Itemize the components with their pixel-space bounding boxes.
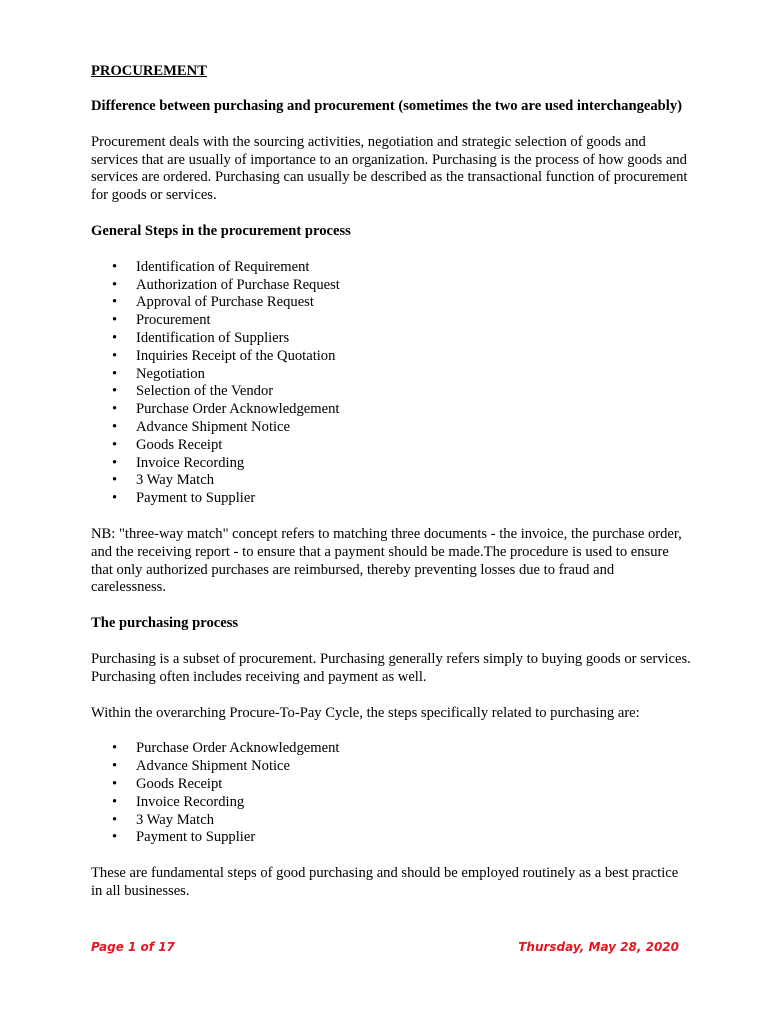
bullet-icon: • xyxy=(112,276,118,293)
section-heading-purchasing: The purchasing process xyxy=(91,615,239,632)
list-item xyxy=(91,758,691,776)
bullet-icon: • xyxy=(112,383,118,400)
list-item-text: Invoice Recording xyxy=(136,793,245,810)
bullet-icon: • xyxy=(112,472,118,489)
list-item xyxy=(91,829,691,847)
list-item-text: Goods Receipt xyxy=(136,436,223,453)
page-footer xyxy=(91,940,679,958)
list-item-text: Purchase Order Acknowledgement xyxy=(136,401,340,418)
bullet-icon: • xyxy=(112,775,118,792)
document-body xyxy=(91,63,691,919)
list-item-text: Identification of Suppliers xyxy=(136,329,290,346)
bullet-icon: • xyxy=(112,436,118,453)
list-item-text: Negotiation xyxy=(136,365,205,382)
list-item xyxy=(91,455,691,473)
bullet-icon: • xyxy=(112,258,118,275)
list-item-text: Procurement xyxy=(136,312,211,329)
bullet-icon: • xyxy=(112,365,118,382)
list-item-text: Advance Shipment Notice xyxy=(136,418,291,435)
bullet-icon: • xyxy=(112,312,118,329)
section-heading-difference: Difference between purchasing and procurement (sometimes the two are used interchangeably) xyxy=(91,98,682,114)
list-item xyxy=(91,383,691,401)
list-item-text: Identification of Requirement xyxy=(136,258,310,275)
list-item xyxy=(91,740,691,758)
list-item-text: Goods Receipt xyxy=(136,775,223,792)
list-item-text: 3 Way Match xyxy=(136,472,214,489)
list-item-text: 3 Way Match xyxy=(136,811,214,828)
footer-date: Thursday, May 28, 2020 xyxy=(518,940,679,954)
list-item-text: Invoice Recording xyxy=(136,454,245,471)
paragraph-procure-to-pay: Within the overarching Procure-To-Pay Cycle, the steps specifically related to purchasing are: xyxy=(91,704,640,721)
list-item xyxy=(91,348,691,366)
list-item xyxy=(91,776,691,794)
list-item-text: Advance Shipment Notice xyxy=(136,758,291,775)
paragraph-purchasing-subset: Purchasing is a subset of procurement. Purchasing generally refers simply to buying goods or services. Purchasing often includes receiving and payment as well. xyxy=(91,650,691,685)
bullet-icon: • xyxy=(112,401,118,418)
list-item xyxy=(91,401,691,419)
section-heading-general-steps: General Steps in the procurement process xyxy=(91,222,351,239)
list-item-text: Inquiries Receipt of the Quotation xyxy=(136,347,336,364)
bullet-icon: • xyxy=(112,758,118,775)
list-item xyxy=(91,277,691,295)
list-item xyxy=(91,366,691,384)
list-item xyxy=(91,419,691,437)
list-item xyxy=(91,437,691,455)
bullet-icon: • xyxy=(112,793,118,810)
bullet-icon: • xyxy=(112,329,118,346)
list-item-text: Purchase Order Acknowledgement xyxy=(136,740,340,757)
bullet-icon: • xyxy=(112,347,118,364)
list-item xyxy=(91,490,691,508)
bullet-icon: • xyxy=(112,294,118,311)
page-number: Page 1 of 17 xyxy=(91,940,175,954)
list-item xyxy=(91,330,691,348)
bullet-icon: • xyxy=(112,740,118,757)
list-item xyxy=(91,812,691,830)
list-item-text: Approval of Purchase Request xyxy=(136,294,314,311)
list-item xyxy=(91,472,691,490)
document-title: PROCUREMENT xyxy=(91,63,207,79)
list-item-text: Payment to Supplier xyxy=(136,490,256,507)
bullet-icon: • xyxy=(112,811,118,828)
list-item xyxy=(91,294,691,312)
purchasing-steps-list xyxy=(91,740,691,847)
bullet-icon: • xyxy=(112,490,118,507)
closing-paragraph: These are fundamental steps of good purchasing and should be employed routinely as a best practice in all businesses. xyxy=(91,865,679,899)
bullet-icon: • xyxy=(112,454,118,471)
paragraph-difference: Procurement deals with the sourcing activities, negotiation and strategic selection of goods and services that are usually of importance to an organization. Purchasing is the process of how goods and services are ordered. Purchasing can usually be described as the transactional function of procurement for goods or services. xyxy=(91,133,688,204)
list-item xyxy=(91,312,691,330)
bullet-icon: • xyxy=(112,829,118,846)
procurement-steps-list xyxy=(91,259,691,508)
list-item-text: Selection of the Vendor xyxy=(136,383,274,400)
three-way-match-note: NB: "three-way match" concept refers to matching three documents - the invoice, the purchase order, and the receiving report - to ensure that a payment should be made.The procedure is used to ensure that only authorized purchases are reimbursed, thereby preventing losses due to fraud and carelessness. xyxy=(91,525,682,596)
list-item-text: Authorization of Purchase Request xyxy=(136,276,340,293)
list-item xyxy=(91,794,691,812)
list-item xyxy=(91,259,691,277)
bullet-icon: • xyxy=(112,418,118,435)
list-item-text: Payment to Supplier xyxy=(136,829,256,846)
